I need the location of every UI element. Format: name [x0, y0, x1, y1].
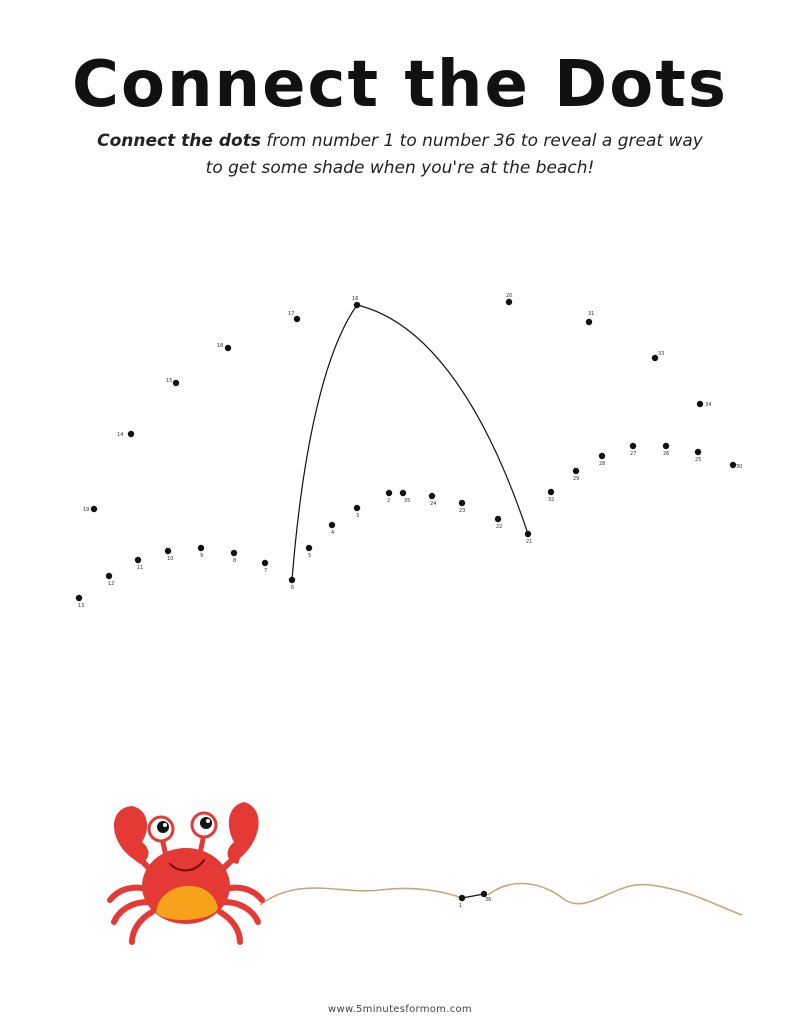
- dot-6: [289, 577, 295, 583]
- dot-label-24: 24: [430, 501, 437, 507]
- dot-label-5: 5: [308, 553, 312, 559]
- dot-label-3: 3: [356, 513, 360, 519]
- crab-illustration: [110, 802, 262, 942]
- guide-curve-left: [292, 305, 360, 580]
- dot-8: [231, 550, 237, 556]
- dot-label-29: 29: [573, 476, 580, 482]
- dot-27: [630, 443, 636, 449]
- instructions-line1: from number 1 to number 36 to reveal a great way: [260, 131, 703, 151]
- dot-label-9: 9: [200, 553, 204, 559]
- dot-label-16: 16: [352, 296, 359, 302]
- dot-label-12: 12: [108, 581, 115, 587]
- dot-11: [135, 557, 141, 563]
- dot-22: [495, 516, 501, 522]
- dot-label-23: 23: [459, 508, 466, 514]
- dot-18: [225, 345, 231, 351]
- dot-label-7: 7: [264, 568, 268, 574]
- dot-9: [198, 545, 204, 551]
- dot-label-15: 15: [166, 378, 173, 384]
- dot-label-8: 8: [233, 558, 237, 564]
- dot-label-14: 14: [117, 432, 124, 438]
- dot-19: [91, 506, 97, 512]
- dot-32: [548, 489, 554, 495]
- dot-label-13: 13: [78, 603, 85, 609]
- dot-21: [525, 531, 531, 537]
- dot-35: [400, 490, 406, 496]
- dot-label-20: 20: [506, 293, 513, 299]
- dot-29: [573, 468, 579, 474]
- sand-wave-connector: [462, 894, 484, 898]
- dot-10: [165, 548, 171, 554]
- crab-left-eye-shine: [163, 823, 167, 827]
- dot-14: [128, 431, 134, 437]
- crab-left-claw: [114, 806, 149, 864]
- dot-34: [697, 401, 703, 407]
- dot-25: [695, 449, 701, 455]
- dot-label-2: 2: [387, 498, 391, 504]
- crab-right-claw: [228, 802, 259, 864]
- dot-label-19: 19: [83, 507, 90, 513]
- dot-16: [354, 302, 360, 308]
- crab-right-eye-shine: [206, 819, 210, 823]
- instructions-line2: to get some shade when you're at the beach!: [205, 158, 595, 178]
- dot-label-1: 1: [459, 903, 463, 909]
- dot-label-33: 33: [658, 351, 665, 357]
- dot-label-36: 36: [485, 897, 492, 903]
- dot-label-22: 22: [496, 524, 503, 530]
- crab-right-eye-pupil: [200, 817, 212, 829]
- dot-2: [386, 490, 392, 496]
- dot-3: [354, 505, 360, 511]
- instructions-lead: Connect the dots: [97, 131, 261, 151]
- sand-wave-right: [488, 884, 742, 915]
- dot-label-21: 21: [526, 539, 533, 545]
- dot-label-11: 11: [137, 565, 144, 571]
- sand-wave-left: [260, 888, 462, 905]
- dot-label-17: 17: [288, 311, 295, 317]
- dot-label-31: 31: [588, 311, 595, 317]
- dot-28: [599, 453, 605, 459]
- dot-7: [262, 560, 268, 566]
- dot-label-10: 10: [167, 556, 174, 562]
- dot-label-4: 4: [331, 530, 335, 536]
- dots-layer: [76, 293, 743, 909]
- footer-url: www.5minutesformom.com: [328, 1004, 472, 1015]
- dot-label-27: 27: [630, 451, 637, 457]
- dot-12: [106, 573, 112, 579]
- dot-13: [76, 595, 82, 601]
- dot-label-25: 25: [695, 457, 702, 463]
- dot-label-32: 32: [548, 497, 555, 503]
- dot-5: [306, 545, 312, 551]
- crab-left-eye-pupil: [157, 821, 169, 833]
- page-title: Connect the Dots: [72, 48, 728, 122]
- dot-20: [506, 299, 512, 305]
- dot-label-28: 28: [599, 461, 606, 467]
- dot-label-30: 30: [736, 464, 743, 470]
- dot-label-35: 35: [404, 498, 411, 504]
- dot-label-18: 18: [217, 343, 224, 349]
- dot-26: [663, 443, 669, 449]
- dot-31: [586, 319, 592, 325]
- dot-24: [429, 493, 435, 499]
- dot-label-6: 6: [291, 585, 295, 591]
- dot-label-26: 26: [663, 451, 670, 457]
- guide-curve-right: [357, 305, 528, 534]
- dot-1: [459, 895, 465, 901]
- dot-4: [329, 522, 335, 528]
- dot-15: [173, 380, 179, 386]
- dot-17: [294, 316, 300, 322]
- dot-label-34: 34: [705, 402, 712, 408]
- dot-23: [459, 500, 465, 506]
